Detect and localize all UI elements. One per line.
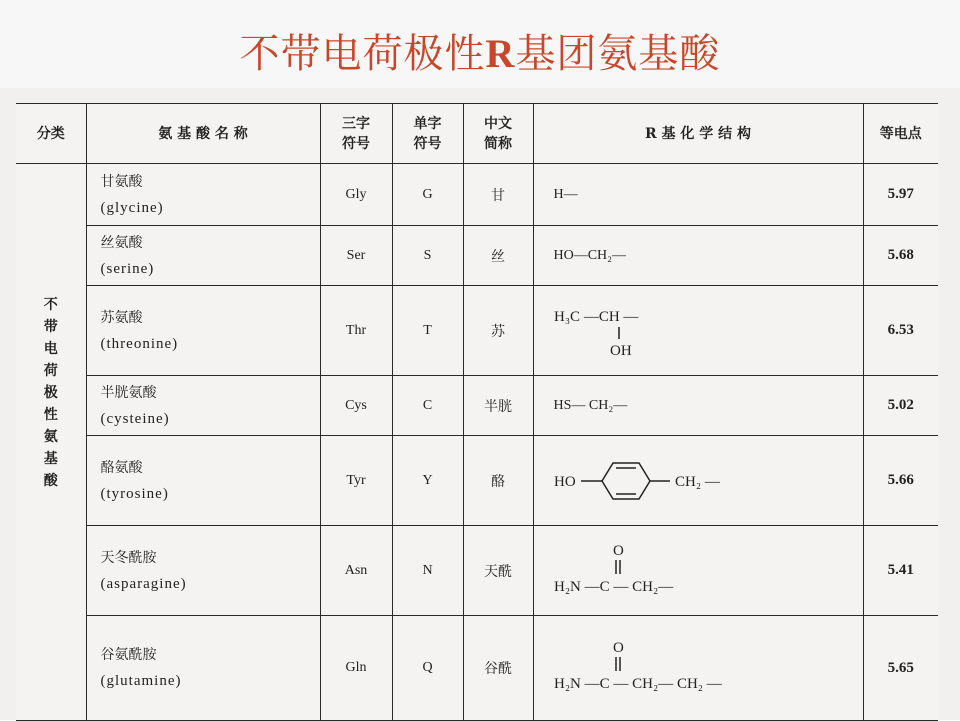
name-cell: 丝氨酸 (serine) [86,226,320,286]
one-letter-cell: S [392,226,463,286]
chinese-abbr-cell: 丝 [463,226,533,286]
title-bold: R [485,31,516,76]
one-letter-cell: Y [392,436,463,526]
svg-text:H₂N —C — CH₂—: H₂N —C — CH₂— [553,578,673,595]
svg-text:H₂N —C — CH₂— CH₂ —: H₂N —C — CH₂— CH₂ — [553,676,722,692]
svg-text:CH₂ —: CH₂ — [674,473,720,490]
header-three-letter: 三字 符号 [320,104,392,164]
one-letter-cell: Q [392,616,463,721]
three-letter-cell: Cys [320,376,392,436]
one-letter-cell: N [392,526,463,616]
pi-cell: 5.02 [863,376,938,436]
name-cell: 谷氨酰胺 (glutamine) [86,616,320,721]
table-row [16,436,938,526]
category-label: 不带电荷极性氨基酸 [43,297,58,489]
table-header-row [16,104,938,164]
svg-text:O: O [612,640,624,656]
title-prefix: 不带电荷极性 [239,31,486,77]
pi-cell: 5.65 [863,616,938,721]
table-row [16,286,938,376]
tyrosine-formula [554,456,754,506]
header-isoelectric-point: 等电点 [863,104,938,164]
three-letter-cell: Tyr [320,436,392,526]
category-cell [16,164,86,721]
chinese-abbr-cell: 酪 [463,436,533,526]
three-letter-cell: Gln [320,616,392,721]
svg-text:H₃C —CH —: H₃C —CH — [553,308,638,325]
three-letter-cell: Gly [320,164,392,226]
one-letter-cell: T [392,286,463,376]
title-suffix: 基团氨基酸 [515,31,721,77]
pi-cell: 5.41 [863,526,938,616]
table-row [16,526,938,616]
pi-cell: 5.66 [863,436,938,526]
threonine-formula [554,301,754,361]
page-title [0,22,960,79]
header-chinese-abbr: 中文 简称 [463,104,533,164]
three-letter-cell: Ser [320,226,392,286]
chinese-abbr-cell: 天酰 [463,526,533,616]
one-letter-cell: C [392,376,463,436]
r-group-cell [533,526,863,616]
header-one-letter: 单字 符号 [392,104,463,164]
asparagine-formula [554,539,774,603]
glutamine-formula [554,636,794,700]
name-cell: 苏氨酸 (threonine) [86,286,320,376]
name-cell: 天冬酰胺 (asparagine) [86,526,320,616]
name-cell: 酪氨酸 (tyrosine) [86,436,320,526]
header-category: 分类 [16,104,86,164]
pi-cell: 6.53 [863,286,938,376]
chinese-abbr-cell: 甘 [463,164,533,226]
svg-text:O: O [612,542,624,559]
table-row [16,616,938,721]
svg-text:HO: HO [553,473,576,490]
r-group-cell [533,286,863,376]
chinese-abbr-cell: 苏 [463,286,533,376]
three-letter-cell: Asn [320,526,392,616]
r-group-cell [533,436,863,526]
amino-acid-table [16,103,938,721]
three-letter-cell: Thr [320,286,392,376]
table-row [16,226,938,286]
chinese-abbr-cell: 谷酰 [463,616,533,721]
pi-cell: 5.97 [863,164,938,226]
header-r-group: R 基 化 学 结 构 [533,104,863,164]
header-name: 氨 基 酸 名 称 [86,104,320,164]
svg-text:OH: OH [609,342,632,359]
r-group-cell: HS— CH₂— [533,376,863,436]
r-group-cell: H— [533,164,863,226]
table-row [16,164,938,226]
name-cell: 甘氨酸 (glycine) [86,164,320,226]
table-row [16,376,938,436]
r-group-cell [533,616,863,721]
name-cell: 半胱氨酸 (cysteine) [86,376,320,436]
r-group-cell: HO—CH₂— [533,226,863,286]
chinese-abbr-cell: 半胱 [463,376,533,436]
pi-cell: 5.68 [863,226,938,286]
one-letter-cell: G [392,164,463,226]
